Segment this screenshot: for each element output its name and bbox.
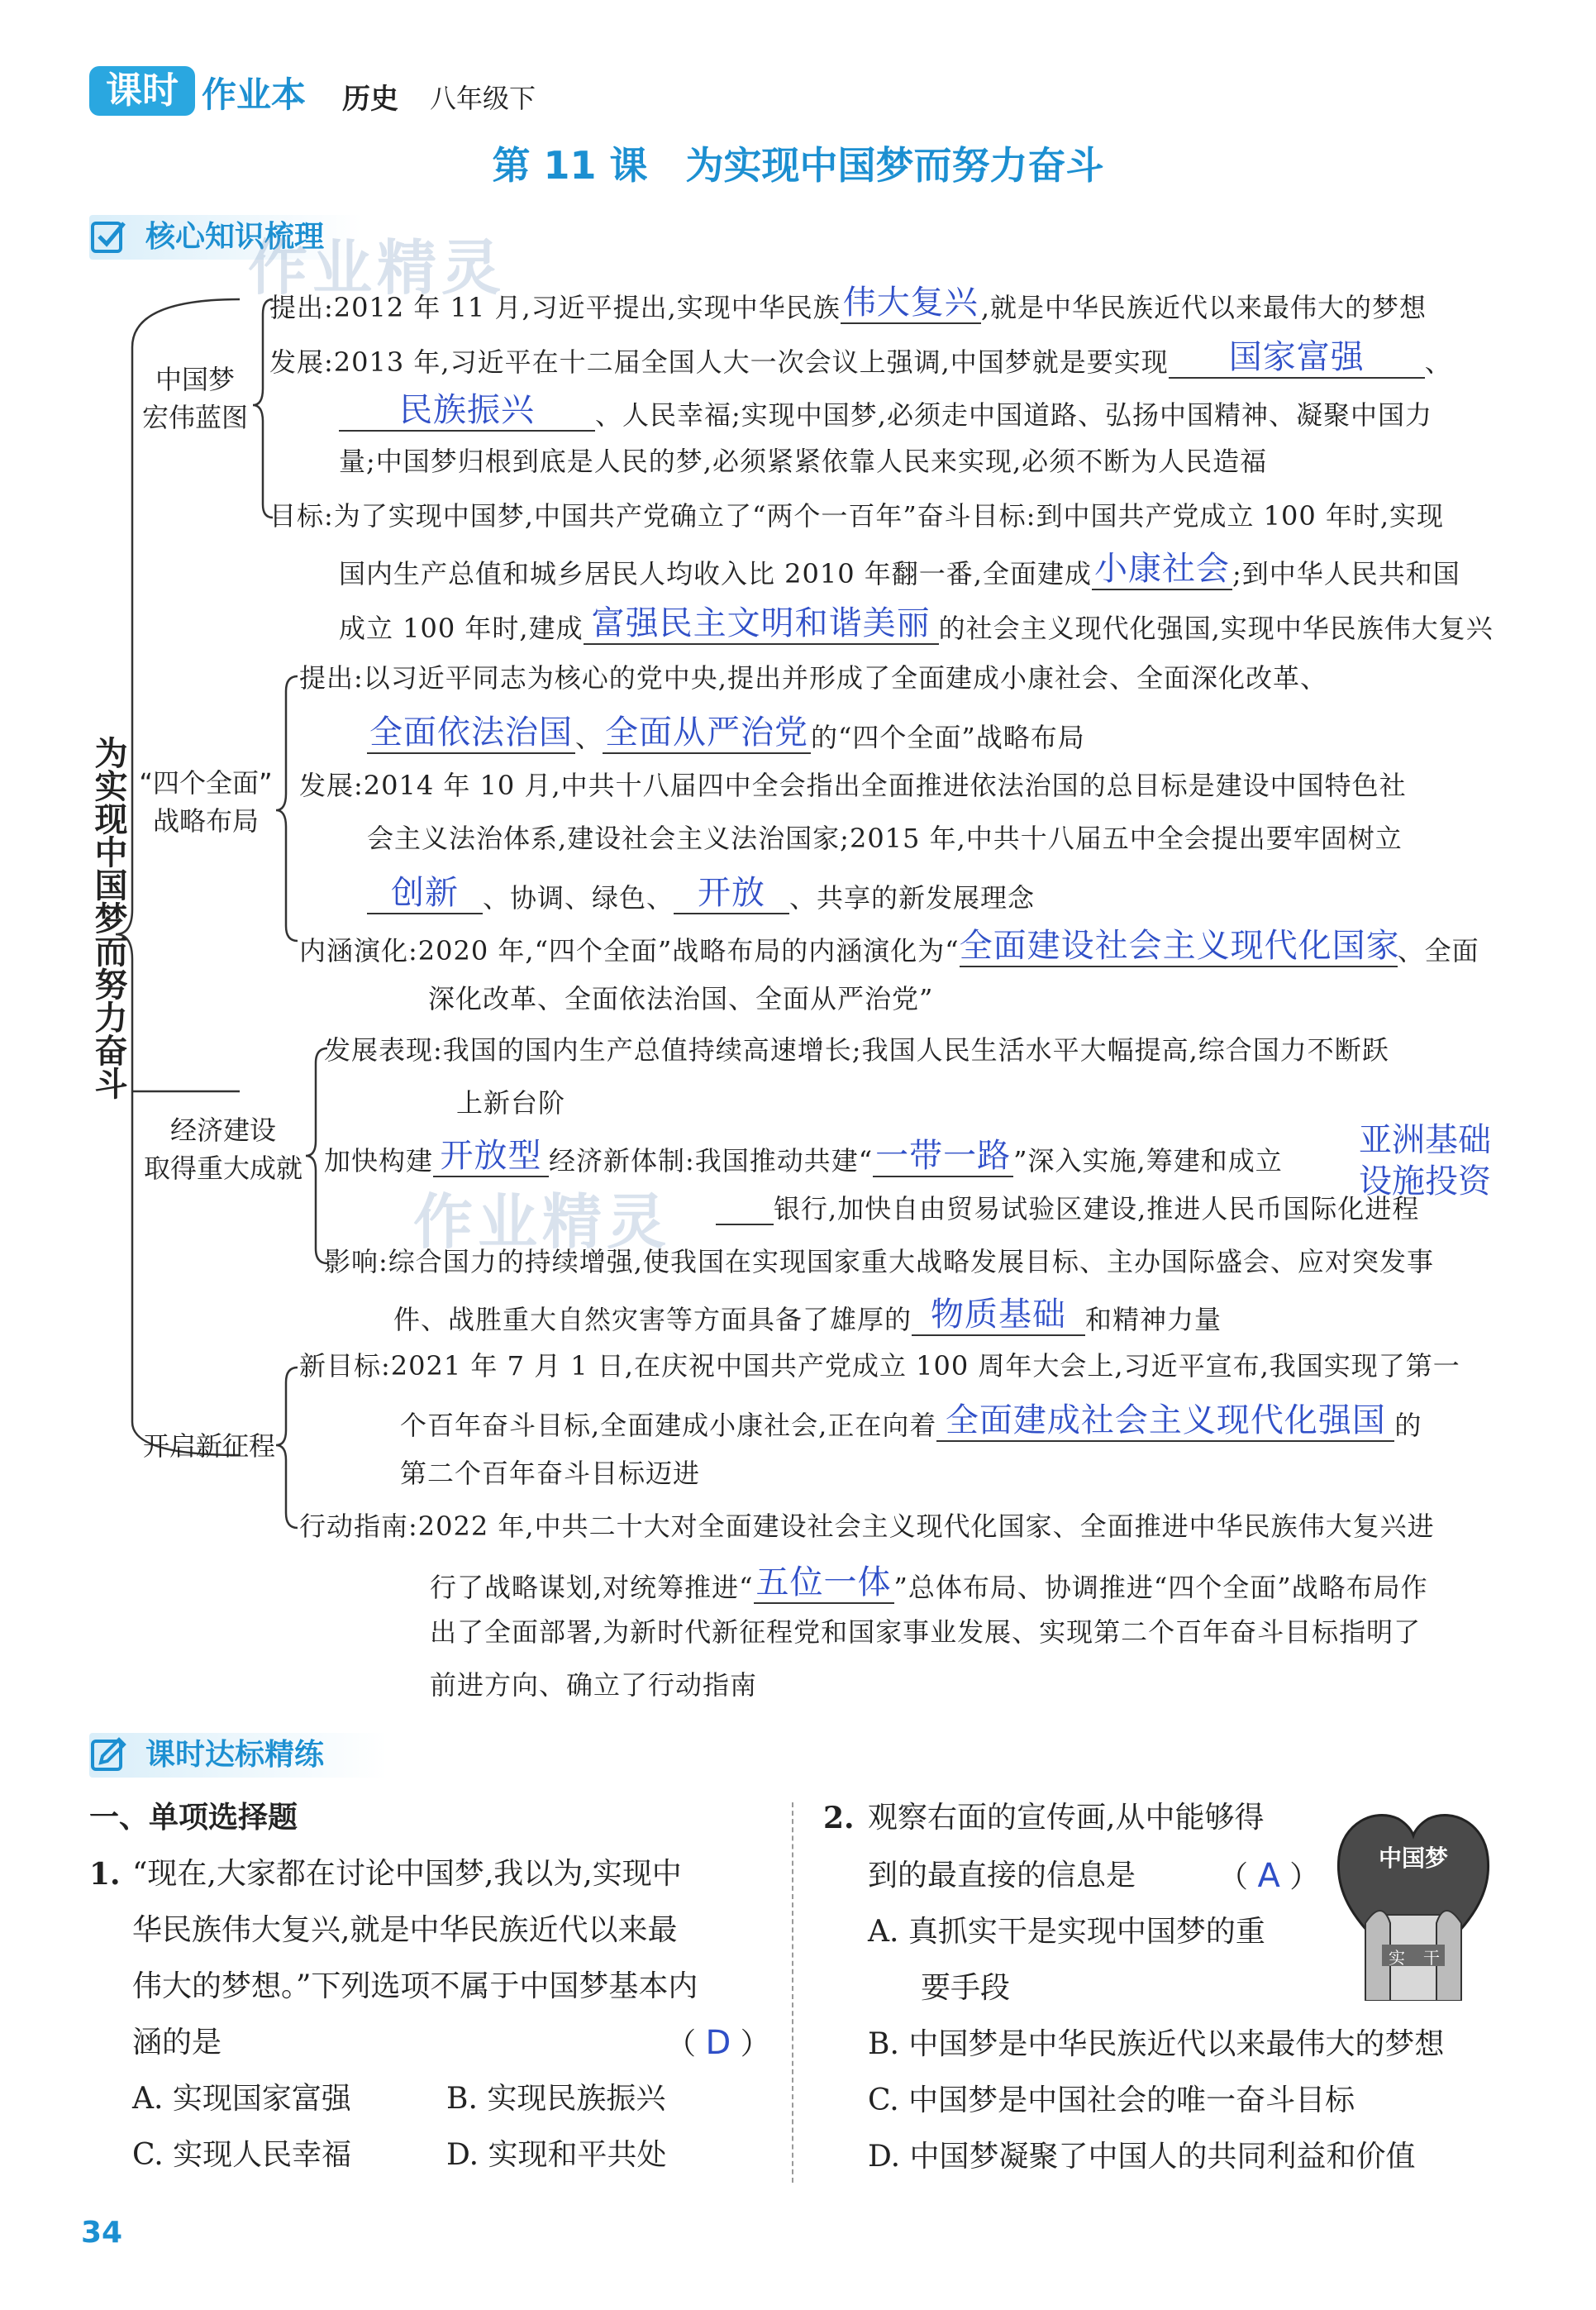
group-economy: 经济建设 取得重大成就 <box>143 1114 303 1184</box>
answer-blank: 富强民主文明和谐美丽 <box>591 604 931 642</box>
group-four-comprehensives: “四个全面” 战略布局 <box>139 767 273 837</box>
q2-option-c: C. 中国梦是中国社会的唯一奋斗目标 <box>868 2083 1355 2117</box>
q2-num: 2. <box>823 1801 855 1835</box>
line-21: 新目标:2021 年 7 月 1 日,在庆祝中国共产党成立 100 周年大会上,习近平宣布,我国实现了第一 <box>299 1350 1460 1382</box>
line-16: 上新台阶 <box>456 1087 566 1119</box>
line-22: 个百年奋斗目标,全面建成小康社会,正在向着 全面建成社会主义现代化强国 的 <box>400 1401 1422 1441</box>
q1-option-d: D. 实现和平共处 <box>446 2138 667 2172</box>
answer-blank: 小康社会 <box>1093 550 1230 588</box>
line-24: 行动指南:2022 年,中共二十大对全面建设社会主义现代化国家、全面推进中华民族伟大复兴进 <box>299 1511 1435 1542</box>
propaganda-poster <box>1332 1799 1494 2001</box>
page-number: 34 <box>81 2216 123 2250</box>
line-11: 会主义法治体系,建设社会主义法治国家;2015 年,中共十八届五中全会提出要牢固树立 <box>367 823 1403 854</box>
line-13: 内涵演化:2020 年,“四个全面”战略布局的内涵演化为“全面建设社会主义现代化国家、全面 <box>299 927 1479 966</box>
answer-blank: 民族振兴 <box>399 391 535 429</box>
q1-option-c: C. 实现人民幸福 <box>132 2138 352 2172</box>
group-new-journey: 开启新征程 <box>142 1430 275 1462</box>
answer-blank: 亚洲基础设施投资 <box>1359 1121 1491 1200</box>
line-3: 民族振兴 、人民幸福;实现中国梦,必须走中国道路、弘扬中国精神、凝聚中国力 <box>339 392 1432 432</box>
line-23: 第二个百年奋斗目标迈进 <box>400 1458 701 1489</box>
q2-option-b: B. 中国梦是中华民族近代以来最伟大的梦想 <box>868 2027 1445 2061</box>
vertical-title: 为实现中国梦而努力奋斗 <box>89 736 127 1100</box>
section2-title: 课时达标精练 <box>145 1738 325 1772</box>
q2-line1: 观察右面的宣传画,从中能够得 <box>868 1801 1265 1835</box>
section1-title: 核心知识梳理 <box>145 220 325 254</box>
line-1: 提出:2012 年 11 月,习近平提出,实现中华民族伟大复兴,就是中华民族近代以来最伟大的梦想 <box>269 284 1427 323</box>
answer-blank: 国家富强 <box>1228 338 1365 376</box>
poster-text-1: 实 <box>1389 1948 1405 1968</box>
line-18: 银行,加快自由贸易试验区建设,推进人民币国际化进程 <box>716 1192 1419 1225</box>
watermark: 作业精灵 <box>413 1187 672 1257</box>
answer-blank: 全面建设社会主义现代化国家 <box>959 927 1400 965</box>
line-26: 出了全面部署,为新时代新征程党和国家事业发展、实现第二个百年奋斗目标指明了 <box>430 1616 1422 1648</box>
line-17: 加快构建 开放型 经济新体制:我国推动共建“一带一路”深入实施,筹建和成立 <box>324 1137 1283 1176</box>
header-subject: 历史 <box>342 83 398 116</box>
header-book: 作业本 <box>202 74 307 115</box>
part1-title: 一、单项选择题 <box>89 1801 298 1835</box>
line-5: 目标:为了实现中国梦,中国共产党确立了“两个一百年”奋斗目标:到中国共产党成立 100 年时,实现 <box>269 500 1445 532</box>
answer-blank: 一带一路 <box>875 1137 1012 1175</box>
answer-blank: 全面依法治国 <box>369 714 573 752</box>
line-7: 成立 100 年时,建成 富强民主文明和谐美丽 的社会主义现代化强国,实现中华民族伟大复兴 <box>339 604 1494 644</box>
q2-line2: 到的最直接的信息是 <box>868 1859 1136 1892</box>
pencil-icon <box>91 1736 127 1773</box>
line-8: 提出:以习近平同志为核心的党中央,提出并形成了全面建成小康社会、全面深化改革、 <box>299 662 1327 694</box>
answer-blank: 创新 <box>391 874 459 912</box>
answer-blank: 物质基础 <box>931 1296 1067 1334</box>
q1-line2: 华民族伟大复兴,就是中华民族近代以来最 <box>132 1913 678 1947</box>
line-20: 件、战胜重大自然灾害等方面具备了雄厚的 物质基础 和精神力量 <box>393 1296 1222 1335</box>
line-9: 全面依法治国、全面从严治党的“四个全面”战略布局 <box>367 714 1085 754</box>
q1-line3: 伟大的梦想。”下列选项不属于中国梦基本内 <box>132 1969 698 2003</box>
lesson-title: 第 11 课 为实现中国梦而努力奋斗 <box>492 143 1104 188</box>
line-15: 发展表现:我国的国内生产总值持续高速增长;我国人民生活水平大幅提高,综合国力不断跃 <box>324 1034 1389 1066</box>
logo-text: 课时 <box>106 69 179 112</box>
line-14: 深化改革、全面依法治国、全面从严治党” <box>428 983 934 1014</box>
line-6: 国内生产总值和城乡居民人均收入比 2010 年翻一番,全面建成小康社会;到中华人民共和国 <box>339 550 1460 589</box>
answer-blank: 全面建成社会主义现代化强国 <box>945 1401 1386 1439</box>
poster-title: 中国梦 <box>1378 1845 1448 1872</box>
group-blueprint: 中国梦 宏伟蓝图 <box>141 364 248 433</box>
line-27: 前进方向、确立了行动指南 <box>430 1669 758 1701</box>
q2-answer-slot: （ A ） <box>1218 1857 1320 1895</box>
answer-blank: 伟大复兴 <box>842 284 979 322</box>
q1-option-a: A. 实现国家富强 <box>132 2082 351 2116</box>
q2-option-a2: 要手段 <box>921 1971 1011 2005</box>
q1-answer: D <box>705 2024 731 2062</box>
column-divider <box>792 1802 793 2183</box>
answer-blank: 开放型 <box>440 1137 542 1175</box>
q1-option-b: B. 实现民族振兴 <box>446 2082 666 2116</box>
line-12: 创新 、协调、绿色、 开放 、共享的新发展理念 <box>367 875 1035 914</box>
q1-num: 1. <box>89 1857 121 1892</box>
q1-line1: “现在,大家都在讨论中国梦,我以为,实现中 <box>132 1857 682 1891</box>
poster-text-2: 干 <box>1423 1948 1440 1968</box>
watermark: 作业精灵 <box>248 233 507 303</box>
answer-blank: 开放 <box>698 874 766 912</box>
q2-option-a1: A. 真抓实干是实现中国梦的重 <box>868 1915 1265 1949</box>
answer-blank: 五位一体 <box>755 1563 892 1601</box>
line-2: 发展:2013 年,习近平在十二届全国人大一次会议上强调,中国梦就是要实现 国家富强 、 <box>269 338 1452 378</box>
q2-option-d: D. 中国梦凝聚了中国人的共同利益和价值 <box>868 2140 1416 2174</box>
line-25: 行了战略谋划,对统筹推进“五位一体”总体布局、协调推进“四个全面”战略布局作 <box>430 1563 1428 1603</box>
line-19: 影响:综合国力的持续增强,使我国在实现国家重大战略发展目标、主办国际盛会、应对突发事 <box>324 1246 1434 1277</box>
line-4: 量;中国梦归根到底是人民的梦,必须紧紧依靠人民来实现,必须不断为人民造福 <box>339 446 1268 477</box>
q1-line4: 涵的是 <box>132 2026 222 2059</box>
header-grade: 八年级下 <box>430 83 536 114</box>
q2-answer: A <box>1257 1857 1280 1895</box>
line-10: 发展:2014 年 10 月,中共十八届四中全会指出全面推进依法治国的总目标是建设中国特色社 <box>299 770 1407 801</box>
answer-blank: 全面从严治党 <box>605 714 809 752</box>
q1-answer-slot: （ D ） <box>666 2024 770 2062</box>
